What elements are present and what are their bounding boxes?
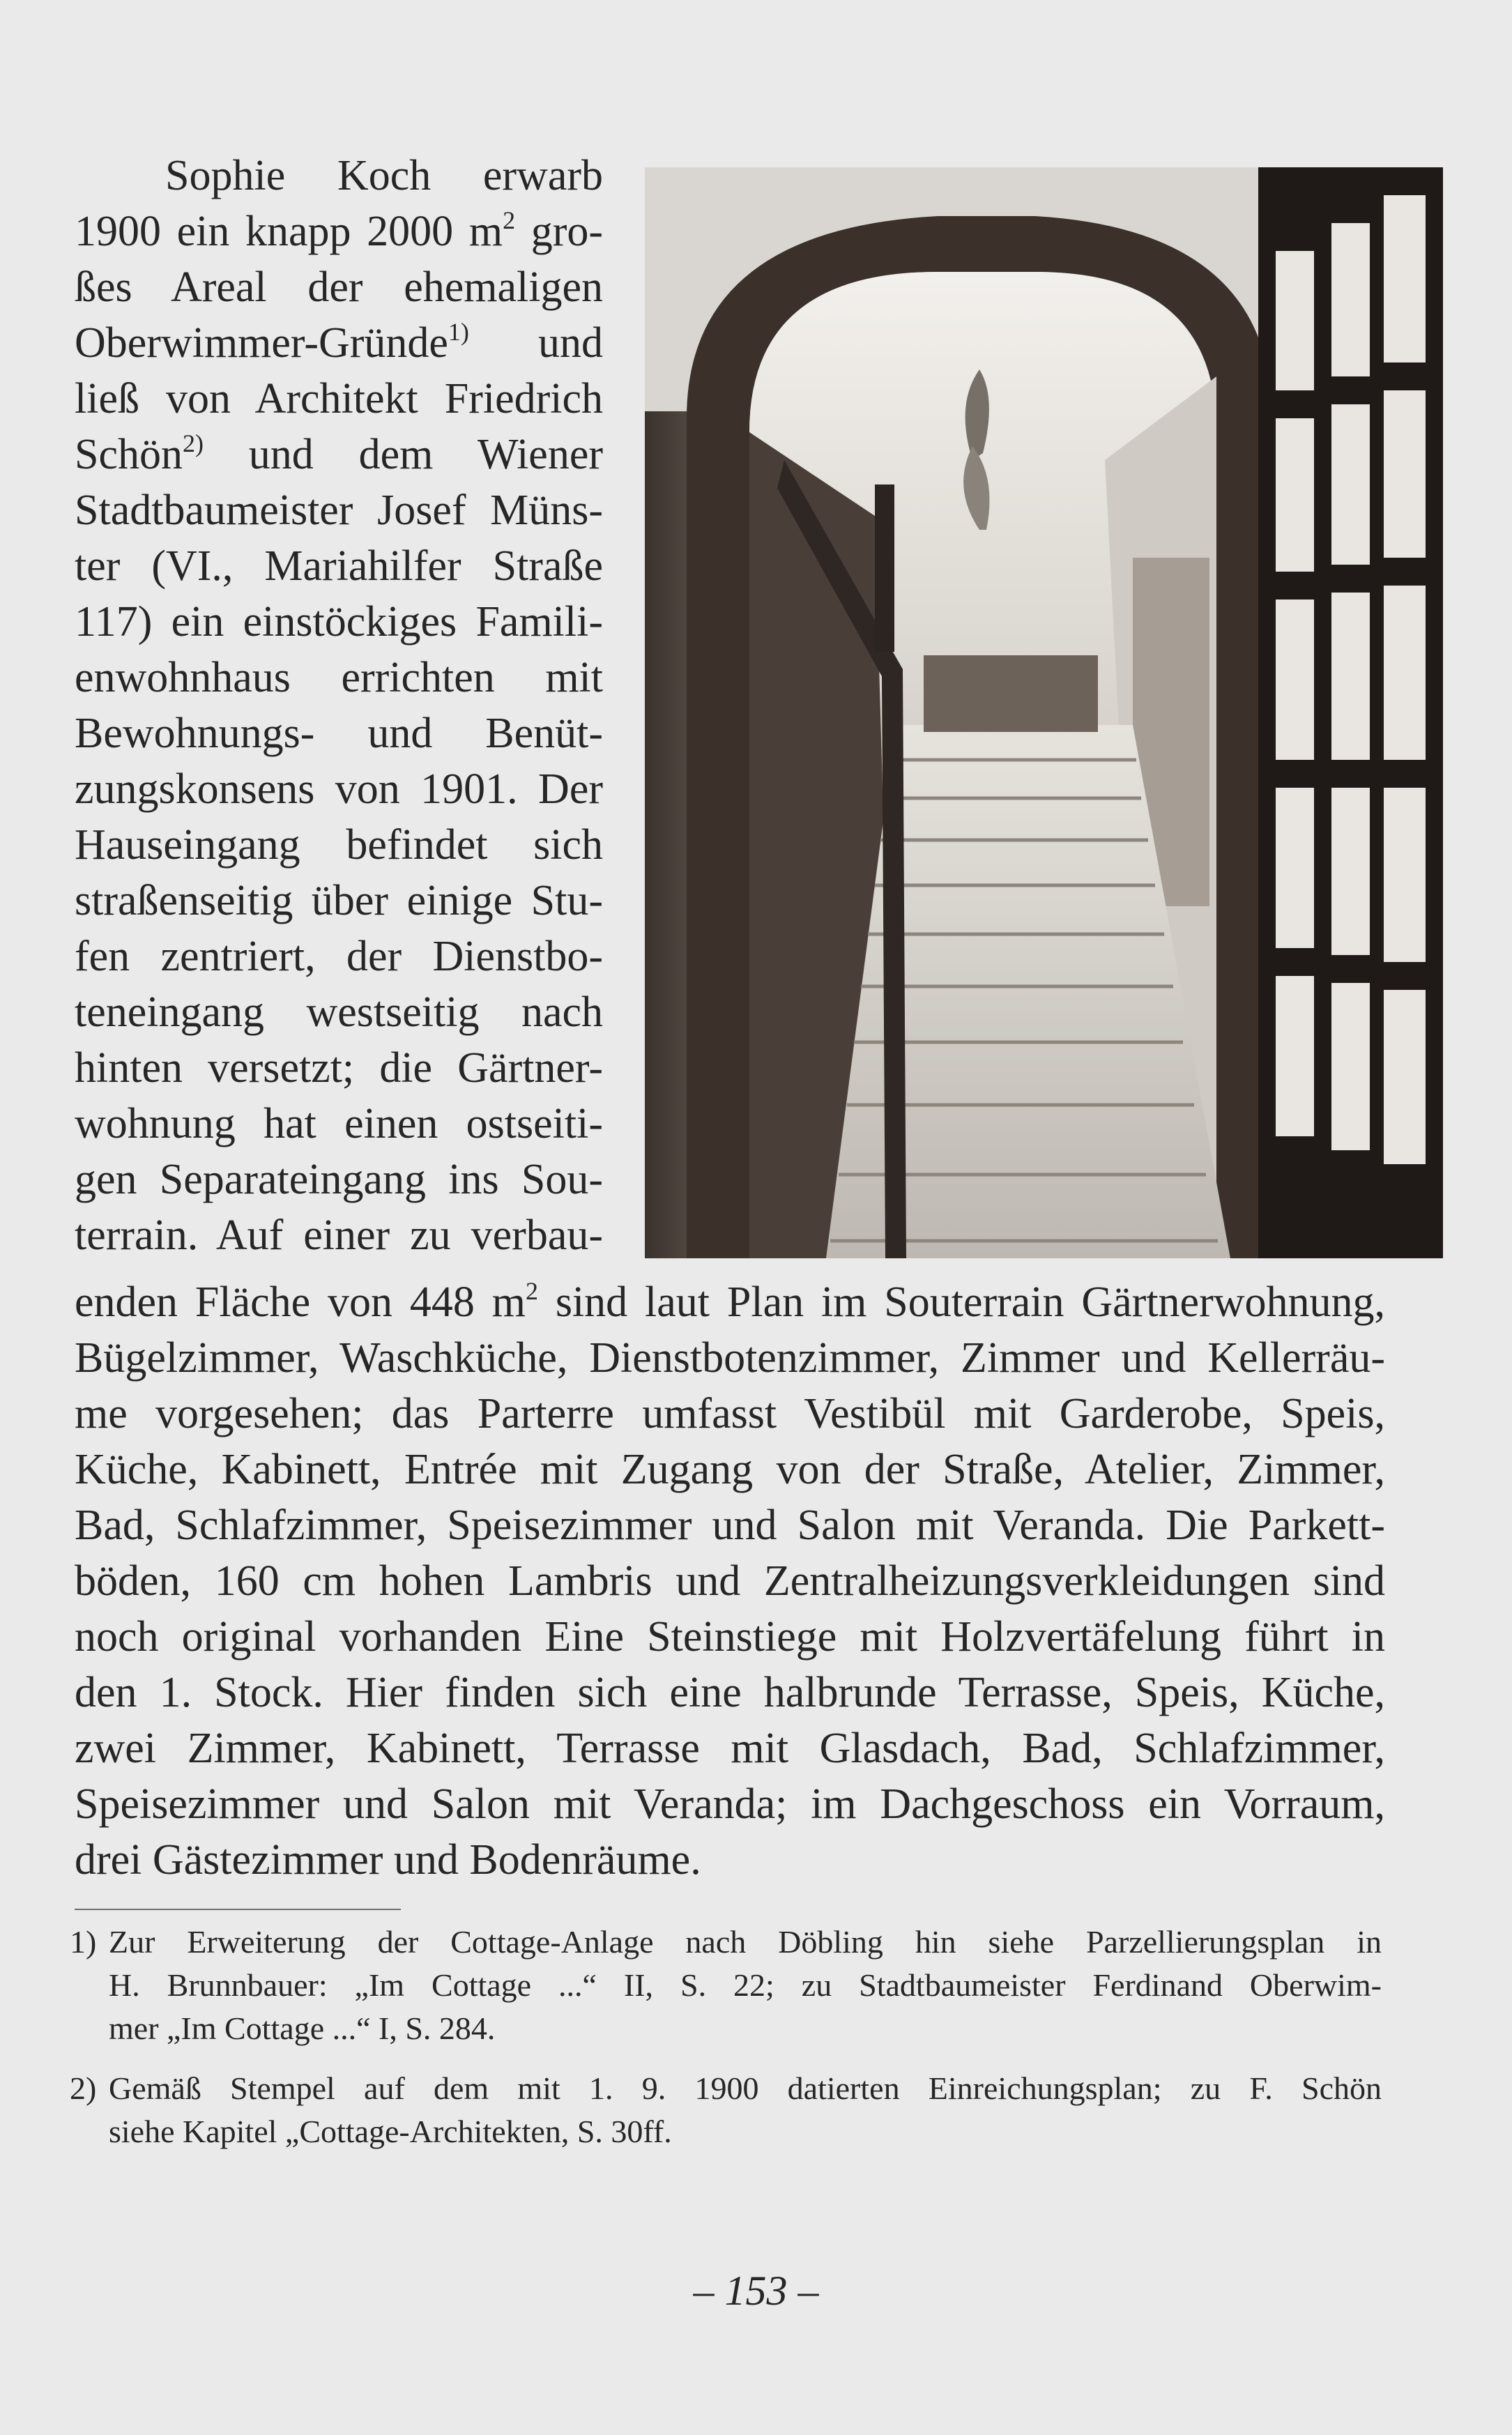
body-line: zungskonsens von 1901. Der	[75, 765, 603, 813]
footnote-line: siehe Kapitel „Cottage-Architekten, S. 30ff.	[109, 2114, 672, 2149]
page-number: – 153 –	[693, 2268, 819, 2314]
body-line: den 1. Stock. Hier finden sich eine halbrunde Terrasse, Speis, Küche,	[75, 1669, 1385, 1716]
body-line: teneingang westseitig nach	[75, 988, 603, 1036]
superscript: 2	[525, 1277, 538, 1305]
superscript: 2	[503, 206, 516, 234]
staircase-photo-drawing	[645, 167, 1443, 1258]
footnote-line: mer „Im Cottage ...“ I, S. 284.	[109, 2010, 496, 2046]
body-line: terrain. Auf einer zu verbau-	[75, 1212, 603, 1259]
footnote-line: Gemäß Stempel auf dem mit 1. 9. 1900 datierten Einreichungsplan; zu F. Schön	[109, 2070, 1382, 2106]
body-line: enwohnhaus errichten mit	[75, 654, 603, 701]
body-line: ter (VI., Mariahilfer Straße	[75, 542, 603, 590]
body-line: böden, 160 cm hohen Lambris und Zentralheizungsverkleidungen sind	[75, 1557, 1385, 1605]
body-line: Bad, Schlafzimmer, Speisezimmer und Salon mit Veranda. Die Parkett-	[75, 1502, 1385, 1549]
body-line: wohnung hat einen ostseiti-	[75, 1100, 603, 1147]
body-line: drei Gästezimmer und Bodenräume.	[75, 1836, 701, 1884]
body-line: ließ von Architekt Friedrich	[75, 375, 603, 422]
body-line: Stadtbaumeister Josef Müns-	[75, 487, 603, 534]
footnote-line: H. Brunnbauer: „Im Cottage ...“ II, S. 22; zu Stadtbaumeister Ferdinand Oberwim-	[109, 1967, 1382, 2003]
body-line: zwei Zimmer, Kabinett, Terrasse mit Glasdach, Bad, Schlafzimmer,	[75, 1725, 1385, 1772]
body-line: fen zentriert, der Dienstbo-	[75, 933, 603, 980]
body-line: 1900 ein knapp 2000 $m^2$ gro-	[75, 206, 603, 255]
footnote-number: 2)	[70, 2070, 97, 2106]
body-line: hinten versetzt; die Gärtner-	[75, 1044, 603, 1092]
body-line: noch original vorhanden Eine Steinstiege mit Holzvertäfelung führt in	[75, 1613, 1385, 1661]
body-line: enden Fläche von 448 $m^2$ sind laut Plan im Souterrain Gärtnerwohnung,	[75, 1277, 1385, 1326]
staircase-photo	[645, 167, 1443, 1258]
footnote-number: 1)	[70, 1924, 97, 1960]
footnote-divider	[75, 1909, 401, 1910]
body-line: 117) ein einstöckiges Famili-	[75, 598, 603, 646]
body-line: Schön$^{2)}$ und dem Wiener	[75, 429, 603, 478]
body-line: straßenseitig über einige Stu-	[75, 877, 603, 924]
body-line: me vorgesehen; das Parterre umfasst Vestibül mit Garderobe, Speis,	[75, 1390, 1385, 1437]
footnote-line: Zur Erweiterung der Cottage-Anlage nach Döbling hin siehe Parzellierungsplan in	[109, 1924, 1382, 1960]
footnote-ref-2[interactable]: 2)	[183, 429, 204, 457]
body-line: Sophie Koch erwarb	[165, 152, 603, 199]
body-line: Hauseingang befindet sich	[75, 821, 603, 869]
body-line: ßes Areal der ehemaligen	[75, 264, 603, 311]
body-line: Oberwimmer-Gründe$^{1)}$ und	[75, 318, 603, 367]
body-line: Speisezimmer und Salon mit Veranda; im Dachgeschoss ein Vorraum,	[75, 1780, 1385, 1828]
footnote-ref-1[interactable]: 1)	[448, 318, 469, 346]
body-line: Küche, Kabinett, Entrée mit Zugang von der Straße, Atelier, Zimmer,	[75, 1446, 1385, 1493]
body-line: Bügelzimmer, Waschküche, Dienstbotenzimmer, Zimmer und Kellerräu-	[75, 1334, 1385, 1382]
body-line: gen Separateingang ins Sou-	[75, 1156, 603, 1203]
body-line: Bewohnungs- und Benüt-	[75, 710, 603, 757]
